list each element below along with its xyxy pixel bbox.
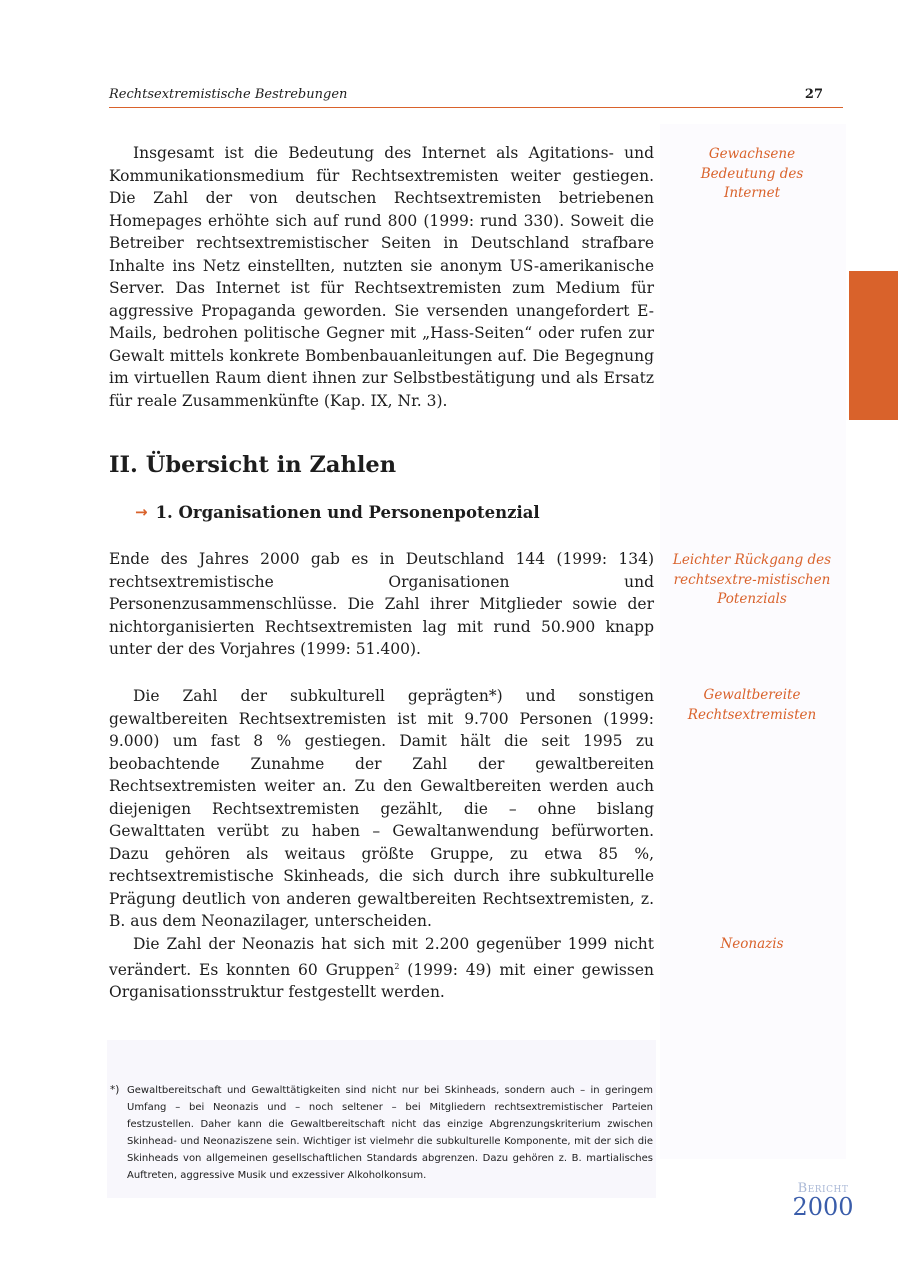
logo-word: Bericht <box>797 1181 849 1196</box>
running-header <box>109 86 843 108</box>
footnote-reference-2: 2 <box>394 961 400 971</box>
section-heading: II. Übersicht in Zahlen <box>109 452 397 478</box>
margin-note-violent: Gewaltbereite Rechtsextremisten <box>687 687 817 723</box>
paragraph-violent <box>109 685 654 933</box>
margin-note-neonazis: Neonazis <box>720 936 784 952</box>
intro-paragraph: Insgesamt ist die Bedeutung des Internet als Agitations- und Kommunikationsmedium für Rechtsextremisten weiter gestiegen. Die Zahl der von deutschen Rechtsextremisten betriebenen Homepages erhöhte sich auf rund 800 (1999: rund 330). Soweit die Betreiber rechtsextremistischer Seiten in Deutschland strafbare Inhalte ins Netz einstellten, nutzten sie anonym US-amerikanische Server. Das Internet ist für Rechtsextremisten zum Medium für aggressive Propaganda geworden. Sie versenden unangefordert E-Mails, bedrohen politische Gegner mit „Hass-Seiten“ oder rufen zur Gewalt mittels konkrete Bombenbauanleitungen auf. Die Begegnung im virtuellen Raum dient ihnen zur Selbstbestätigung und als Ersatz für reale Zusammenkünfte (Kap. IX, Nr. 3). <box>109 144 654 410</box>
footnote-box <box>107 1040 656 1198</box>
footnote-text: Gewaltbereitschaft und Gewalttätigkeiten sind nicht nur bei Skinheads, sondern auch – in geringem Umfang – bei Neonazis und – noch seltener – bei Mitgliedern rechtsextremistischer Parteien festzustellen. Daher kann die Gewaltbereitschaft nicht das einzige Abgrenzungskriterium zwischen Skinhead- und Neonaziszene sein. Wichtiger ist vielmehr die subkulturelle Komponente, mit der sich die Skinheads von allgemeinen gesellschaftlichen Standards abgrenzen. Dazu gehören z. B. martialisches Auftreten, aggressive Musik und exzessiver Alkoholkonsum. <box>127 1085 653 1181</box>
footnote-reference: *) <box>488 687 503 705</box>
paragraph-neonazi-rest: (1999: 49) mit einer gewissen Organisationsstruktur festgestellt werden. <box>109 960 654 1002</box>
margin-note-decline: Leichter Rückgang des rechtsextre-mistischen Potenzials <box>672 552 832 607</box>
running-title: Rechtsextremistische Bestrebungen <box>109 87 348 102</box>
subsection-heading <box>135 499 540 525</box>
subsection-title: 1. Organisationen und Personenpotenzial <box>155 502 540 522</box>
arrow-right-icon: → <box>135 503 148 521</box>
logo-year: 2000 <box>792 1193 854 1221</box>
chapter-thumb-tab <box>849 271 898 420</box>
margin-column-background <box>660 124 846 1159</box>
margin-note-internet: Gewachsene Bedeutung des Internet <box>700 146 804 201</box>
paragraph-neonazi <box>109 933 654 1004</box>
paragraph-neonazi-prefix: Die Zahl der Neonazis hat sich mit 2.200 gegenüber 1999 nicht verändert. Es konnten 60 Gruppen <box>109 935 654 979</box>
paragraph-violent-prefix: Die Zahl der subkulturell geprägten <box>133 687 489 705</box>
paragraph-violent-rest: und sonstigen gewaltbereiten Rechtsextremisten ist mit 9.700 Personen (1999: 9.000) um fast 8 % gestiegen. Damit hält die seit 1995 zu beobachtende Zunahme der Zahl der gewaltbereiten Rechtsextremisten weiter an. Zu den Gewaltbereiten werden auch diejenigen Rechtsextremisten gezählt, die – ohne bislang Gewalttaten verübt zu haben – Gewaltanwendung befürworten. Dazu gehören als weitaus größte Gruppe, zu etwa 85 %, rechtsextremistische Skinheads, die sich durch ihre subkulturelle Prägung deutlich von anderen gewaltbereiten Rechtsextremisten, z. B. aus dem Neonazilager, unterscheiden. <box>109 687 654 930</box>
page-number: 27 <box>804 87 823 102</box>
footnote-marker: *) <box>110 1084 120 1096</box>
bericht-2000-logo <box>787 1181 859 1221</box>
paragraph-overview: Ende des Jahres 2000 gab es in Deutschland 144 (1999: 134) rechtsextremistische Organisationen und Personenzusammenschlüsse. Die Zahl ihrer Mitglieder sowie der nichtorganisierten Rechtsextremisten lag mit rund 50.900 knapp unter der des Vorjahres (1999: 51.400). <box>109 550 654 658</box>
